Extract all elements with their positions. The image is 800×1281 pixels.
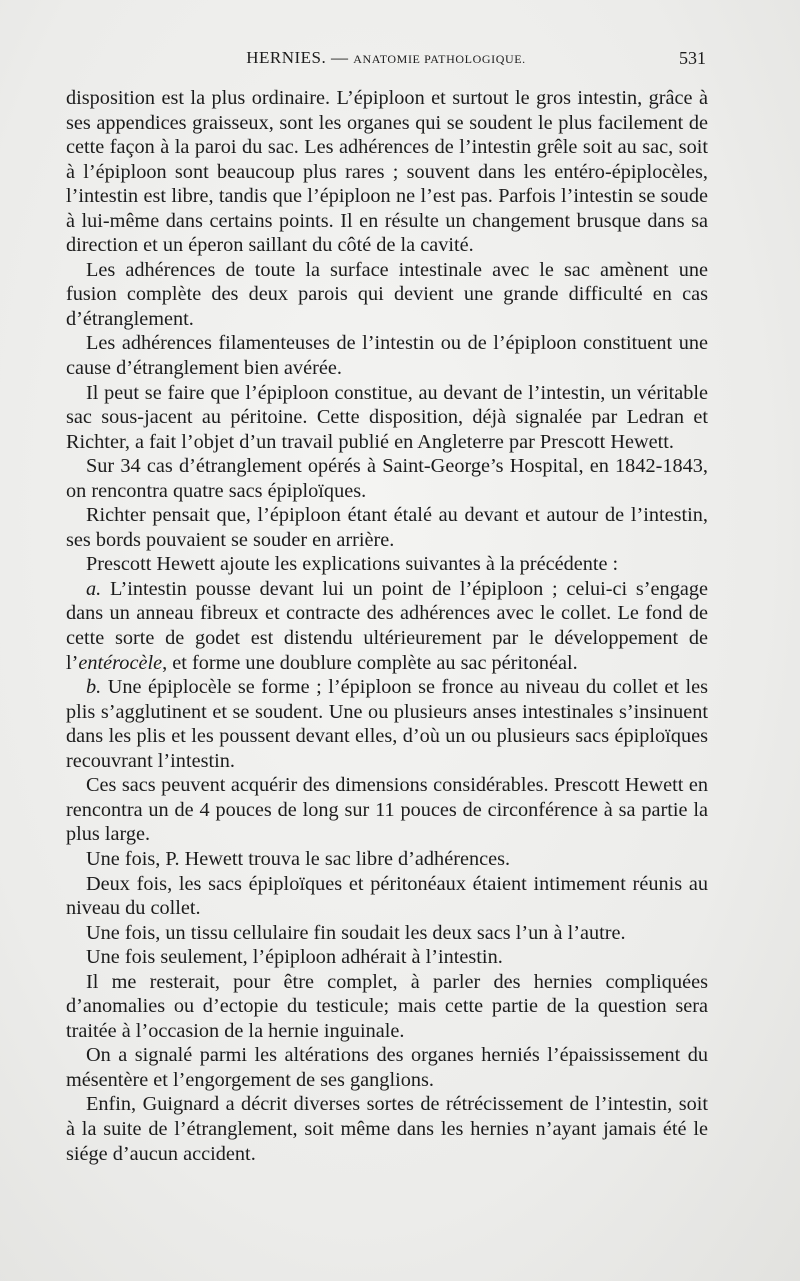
paragraph: Ces sacs peuvent acquérir des dimensions considérables. Prescott Hewett en rencontra un de 4 pouces de long sur 11 pouces de circonférence à sa partie la plus large. [66,774,708,846]
item-label: b. [86,676,102,699]
running-head [66,48,706,68]
paragraph: Une fois, un tissu cellulaire fin soudait les deux sacs l’un à l’autre. [86,921,626,944]
paragraph: Les adhérences filamenteuses de l’intestin ou de l’épiploon constituent une cause d’étranglement bien avérée. [66,332,708,380]
paragraph: Les adhérences de toute la surface intestinale avec le sac amènent une fusion complète des deux parois qui devient une grande difficulté en cas d’étranglement. [66,258,708,330]
page-header [66,48,706,74]
paragraph-text: Une épiplocèle se forme ; l’épiploon se fronce au niveau du collet et les plis s’agglutinent et se soudent. Une ou plusieurs anses intestinales s’insinuent dans les plis et les poussent devant elles, d’où un ou plusieurs sacs épiploïques recouvrant l’intestin. [66,676,708,772]
paragraph: Prescott Hewett ajoute les explications suivantes à la précédente : [86,553,619,576]
paragraph: On a signalé parmi les altérations des organes herniés l’épaississement du mésentère et l’engorgement de ses ganglions. [66,1044,708,1091]
paragraph: Enfin, Guignard a décrit diverses sortes de rétrécissement de l’intestin, soit à la suite de l’étranglement, soit même dans les hernies n’ayant jamais été le siége d’aucun accident. [66,1093,708,1165]
running-head-title: HERNIES. — [246,48,349,67]
paragraph: disposition est la plus ordinaire. L’épiploon et surtout le gros intestin, grâce à ses appendices graisseux, sont les organes qui se soudent le plus facilement de cette façon à la paroi du sac. Les adhérences de l’intestin grêle soit au sac, soit à l’épiploon sont beaucoup plus rares ; souvent dans les entéro-épiplocèles, l’intestin est libre, tandis que l’épiploon ne l’est pas. Parfois l’intestin se soude à lui-même dans certains points. Il en résulte un changement brusque dans sa direction et un éperon saillant du côté de la cavité. [66,87,708,257]
body-text [66,86,708,1166]
paragraph-item-b [66,675,708,773]
paragraph-text: L’intestin pousse devant lui un point de l’épiploon ; celui-ci s’engage dans un anneau fibreux et contracte des adhérences avec le collet. Le fond de cette sorte de godet est distendu ultérieurement par le développement de l’ [66,577,708,674]
page-number: 531 [679,48,706,68]
paragraph: Richter pensait que, l’épiploon étant étalé au devant et autour de l’intestin, ses bords pouvaient se souder en arrière. [66,504,708,551]
paragraph: Deux fois, les sacs épiploïques et péritonéaux étaient intimement réunis au niveau du collet. [66,872,708,920]
running-head-subtitle: ANATOMIE PATHOLOGIQUE. [353,52,526,66]
paragraph-text: , et forme une doublure complète au sac péritonéal. [162,651,578,674]
item-label: a. [86,577,102,600]
paragraph: Une fois seulement, l’épiploon adhérait à l’intestin. [86,946,503,969]
paragraph: Il me resterait, pour être complet, à parler des hernies compliquées d’anomalies ou d’ectopie du testicule; mais cette partie de la question sera traitée à l’occasion de la hernie inguinale. [66,970,708,1042]
paragraph-italic-term: entérocèle [78,651,163,674]
paragraph: Il peut se faire que l’épiploon constitue, au devant de l’intestin, un véritable sac sous-jacent au péritoine. Cette disposition, déjà signalée par Ledran et Richter, a fait l’objet d’un travail publié en Angleterre par Prescott Hewett. [66,381,708,453]
paragraph: Une fois, P. Hewett trouva le sac libre d’adhérences. [86,847,511,870]
paragraph: Sur 34 cas d’étranglement opérés à Saint-George’s Hospital, en 1842-1843, on rencontra quatre sacs épiploïques. [66,455,708,502]
paragraph-item-a [66,577,708,675]
